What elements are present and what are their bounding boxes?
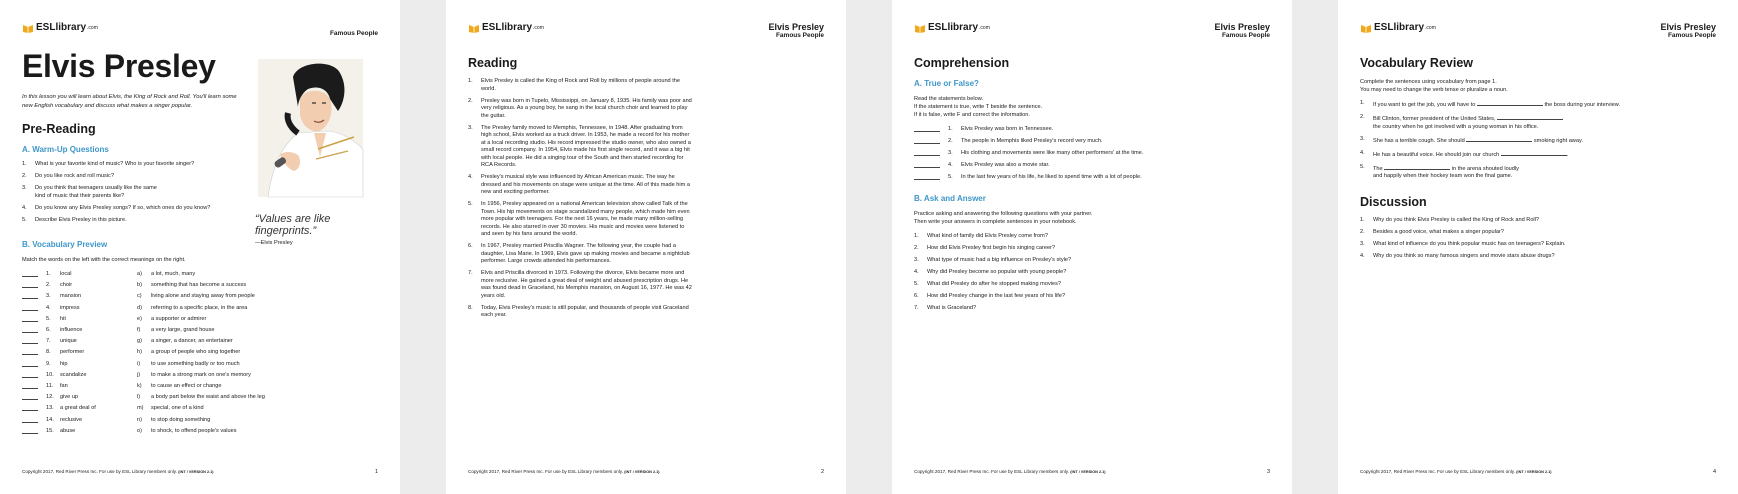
vocab-number: 11. <box>46 382 54 389</box>
list-item: 1. Elvis Presley was born in Tennessee. <box>914 126 1270 134</box>
vocab-instructions: Match the words on the left with the correct meanings on the right. <box>22 257 186 263</box>
book-icon <box>1360 23 1372 33</box>
quote-author: —Elvis Presley <box>255 240 293 246</box>
vocab-definition: something that has become a success <box>151 282 247 289</box>
page-3 <box>892 0 1292 494</box>
list-item: 2. How did Elvis Presley first begin his singing career? <box>914 244 1056 251</box>
vocab-word: hit <box>60 315 66 322</box>
discussion-list <box>1360 217 1716 261</box>
vocab-definition: a lot, much, many <box>151 271 196 278</box>
page-header <box>914 20 1270 42</box>
table-row <box>22 337 265 348</box>
warmup-list <box>22 161 242 224</box>
list-item: 2. Presley was born in Tupelo, Mississippi, on January 8, 1935. His family was poor and very religious. As a young boy, he sang in the local church choir and learned to play the guitar. <box>468 97 692 119</box>
vocab-definition: to make a strong mark on one's memory <box>151 371 251 378</box>
vocab-letter: d) <box>137 304 142 311</box>
vocab-word: reclusive <box>60 416 83 423</box>
list-item: 6. How did Presley change in the last few years of his life? <box>914 292 1066 299</box>
header-title: Elvis Presley <box>1660 22 1716 32</box>
answer-cell <box>22 404 46 415</box>
list-item: 1. What is your favorite kind of music? Who is your favorite singer? <box>22 161 195 167</box>
quote-text: “Values are like fingerprints.” <box>255 213 331 237</box>
answer-blank[interactable] <box>22 293 38 299</box>
elvis-portrait-image <box>258 59 363 197</box>
list-item: 5. In the last few years of his life, he liked to spend time with a lot of people. <box>914 174 1270 182</box>
vocab-number: 9. <box>46 360 51 367</box>
page-title: Elvis Presley <box>22 48 216 84</box>
table-row <box>22 326 265 337</box>
vocab-preview-heading: B. Vocabulary Preview <box>22 240 108 249</box>
vocab-letter: j) <box>137 371 141 378</box>
ask-answer-list <box>914 233 1270 313</box>
answer-blank[interactable] <box>22 305 38 311</box>
vocab-word: performer <box>60 349 85 356</box>
list-item: 5. The in the arena shouted loudly and happily when their hockey team won the final game. <box>1360 163 1519 179</box>
answer-cell <box>22 292 46 303</box>
list-item: 1. What kind of family did Elvis Presley come from? <box>914 232 1048 239</box>
answer-blank[interactable] <box>1501 150 1567 156</box>
answer-blank[interactable] <box>22 372 38 378</box>
answer-blank[interactable] <box>914 150 940 156</box>
book-icon <box>22 23 34 33</box>
vocab-letter: l) <box>137 394 141 401</box>
list-item: 3. Do you think that teenagers usually like the same kind of music that their parents like? <box>22 185 157 199</box>
header-title: Elvis Presley <box>768 22 824 32</box>
list-item: 7. Elvis and Priscilla divorced in 1973. Following the divorce, Elvis became more and more reclusive. He gained a great deal of weight and abused prescription drugs. He was found dead in Graceland, his Memphis mansion, on August 16, 1977. He was 42 years old. <box>468 270 692 299</box>
vocab-word: influence <box>60 327 83 334</box>
vocab-word: fan <box>60 382 68 389</box>
table-row <box>22 348 265 359</box>
page-4 <box>1338 0 1738 494</box>
vocab-word: give up <box>60 394 79 401</box>
table-row <box>22 371 265 382</box>
answer-blank[interactable] <box>22 405 38 411</box>
answer-blank[interactable] <box>22 271 38 277</box>
table-row <box>22 304 265 315</box>
list-item: 5. In 1956, Presley appeared on a national American television show called Talk of the Town. His hip movements on stage scandalized many people, which made him even more popular with teenagers. For the next 16 years, he made many million-selling records. He also starred in over 30 movies. His music and movies were listened to and seen by his fans around the world. <box>468 201 690 237</box>
answer-cell <box>22 415 46 426</box>
header-subtitle: Famous People <box>1221 32 1270 39</box>
table-row <box>22 292 265 303</box>
answer-blank[interactable] <box>914 162 940 168</box>
answer-cell <box>22 348 46 359</box>
page-number: 3 <box>1266 469 1270 475</box>
true-false-heading: A. True or False? <box>914 79 979 88</box>
discussion-heading: Discussion <box>1360 194 1427 209</box>
list-item: 8. Today, Elvis Presley's music is still popular, and thousands of people visit Graceland each year. <box>468 304 689 318</box>
vocab-definition: a supporter or admirer <box>151 315 207 322</box>
vocab-word: mansion <box>60 293 82 300</box>
list-item: 2. Bill Clinton, former president of the United States, the country when he got involved with a young woman in his office. <box>1360 114 1716 131</box>
vocab-letter: i) <box>137 360 141 367</box>
esl-library-logo: ESLlibrary .com <box>22 22 98 33</box>
vocab-letter: a) <box>137 271 142 278</box>
vocab-definition: to stop doing something <box>151 416 211 423</box>
vocab-review-list <box>1360 100 1716 181</box>
list-item: 4. He has a beautiful voice. He should join our church . <box>1360 149 1569 158</box>
answer-cell <box>22 270 46 281</box>
answer-blank[interactable] <box>22 282 38 288</box>
esl-library-logo: ESLlibrary .com <box>914 22 990 33</box>
vocab-letter: e) <box>137 315 142 322</box>
vocab-word: abuse <box>60 427 76 434</box>
header-subtitle: Famous People <box>1667 32 1716 39</box>
list-item: 2. Besides a good voice, what makes a singer popular? <box>1360 228 1504 235</box>
page-footer: Copyright 2017, Red River Press Inc. For use by ESL Library members only. (INT / VERSION 2.1) 1 <box>22 469 378 475</box>
reading-heading: Reading <box>468 56 518 70</box>
tf-instructions: Read the statements below. If the statement is true, write T beside the sentence. If it is false, write F and correct the information. <box>914 96 1043 118</box>
answer-cell <box>22 427 46 438</box>
vocab-definition: living alone and staying away from people <box>151 293 255 300</box>
vocab-review-heading: Vocabulary Review <box>1360 56 1474 70</box>
list-item: 2. Do you like rock and roll music? <box>22 173 114 179</box>
answer-blank[interactable] <box>914 174 940 180</box>
vocab-letter: h) <box>137 349 142 356</box>
page-number: 4 <box>1712 469 1716 475</box>
list-item: 2. The people in Memphis liked Presley's record very much. <box>914 138 1270 146</box>
vocab-definition: a singer, a dancer, an entertainer <box>151 338 233 345</box>
header-subtitle: Famous People <box>775 32 824 39</box>
table-row <box>22 315 265 326</box>
answer-blank[interactable] <box>22 316 38 322</box>
vocab-definition: special, one of a kind <box>151 405 204 412</box>
answer-cell <box>22 393 46 404</box>
vocab-definition: referring to a specific place, in the area <box>151 304 248 311</box>
vocab-number: 2. <box>46 282 51 289</box>
vocab-word: choir <box>60 282 73 289</box>
vocab-number: 15. <box>46 427 54 434</box>
table-row <box>22 270 265 281</box>
answer-cell <box>22 382 46 393</box>
vocab-definition: a very large, grand house <box>151 327 215 334</box>
list-item: 4. Why do you think so many famous singers and movie stars abuse drugs? <box>1360 252 1555 259</box>
book-icon <box>914 23 926 33</box>
vocab-word: hip <box>60 360 68 367</box>
comprehension-heading: Comprehension <box>914 56 1010 70</box>
vocab-definition: a group of people who sing together <box>151 349 241 356</box>
answer-blank[interactable] <box>22 327 38 333</box>
vocab-definition: to cause an effect or change <box>151 382 222 389</box>
table-row <box>22 360 265 371</box>
vocab-number: 8. <box>46 349 51 356</box>
list-item: 4. Elvis Presley was also a movie star. <box>914 162 1270 170</box>
vocab-letter: f) <box>137 327 141 334</box>
answer-cell <box>22 371 46 382</box>
vocab-number: 3. <box>46 293 51 300</box>
answer-blank[interactable] <box>1497 114 1563 120</box>
table-row <box>22 427 265 438</box>
list-item: 4. Do you know any Elvis Presley songs? If so, which ones do you know? <box>22 204 211 211</box>
esl-library-logo: ESLlibrary .com <box>1360 22 1436 33</box>
answer-cell <box>22 337 46 348</box>
list-item: 5. What did Presley do after he stopped making movies? <box>914 280 1062 287</box>
vocab-definition: a body part below the waist and above the leg <box>151 394 265 401</box>
vocab-letter: c) <box>137 293 142 300</box>
list-item: 3. His clothing and movements were like many other performers' at the time. <box>914 150 1270 158</box>
answer-blank[interactable] <box>1466 136 1532 142</box>
page-2 <box>446 0 846 494</box>
header-label: Famous People <box>329 30 378 37</box>
vocab-number: 1. <box>46 271 51 278</box>
answer-blank[interactable] <box>1384 164 1450 170</box>
table-row <box>22 415 265 426</box>
vocab-number: 5. <box>46 315 51 322</box>
list-item: 3. What type of music had a big influence on Presley's style? <box>914 256 1072 263</box>
list-item: 1. Elvis Presley is called the King of Rock and Roll by millions of people around the world. <box>468 78 680 92</box>
answer-blank[interactable] <box>22 349 38 355</box>
answer-blank[interactable] <box>22 338 38 344</box>
list-item: 1. Why do you think Elvis Presley is called the King of Rock and Roll? <box>1360 216 1540 223</box>
list-item: 4. Why did Presley become so popular with young people? <box>914 268 1067 275</box>
vocab-definition: to shock, to offend people's values <box>151 427 237 434</box>
answer-blank[interactable] <box>22 383 38 389</box>
vocab-word: a great deal of <box>60 405 96 412</box>
vocab-number: 4. <box>46 304 51 311</box>
answer-blank[interactable] <box>22 428 38 434</box>
vocab-word: unique <box>60 338 77 345</box>
table-row <box>22 393 265 404</box>
page-1 <box>0 0 400 494</box>
page-footer: Copyright 2017, Red River Press Inc. For use by ESL Library members only. (INT / VERSION 2.1) 3 <box>914 469 1270 475</box>
ask-answer-heading: B. Ask and Answer <box>914 193 986 203</box>
page-footer: Copyright 2017, Red River Press Inc. For use by ESL Library members only. (INT / VERSION 2.1) 2 <box>468 469 824 475</box>
intro-text: In this lesson you will learn about Elvis, the King of Rock and Roll. You'll learn some new English vocabulary and discuss what makes a singer popular. <box>22 94 237 109</box>
pre-reading-heading: Pre-Reading <box>22 122 96 136</box>
vocab-number: 12. <box>46 394 54 401</box>
vocab-word: local <box>60 271 72 278</box>
table-row <box>22 404 265 415</box>
page-number: 2 <box>820 469 824 475</box>
answer-blank[interactable] <box>22 417 38 423</box>
page-header <box>22 20 378 42</box>
answer-cell <box>22 281 46 292</box>
vocab-number: 6. <box>46 327 51 334</box>
review-instructions: Complete the sentences using vocabulary from page 1. You may need to change the verb tense or pluralize a noun. <box>1360 79 1508 93</box>
answer-blank[interactable] <box>22 394 38 400</box>
reading-list <box>468 78 693 320</box>
esl-library-logo: ESLlibrary .com <box>468 22 544 33</box>
page-footer: Copyright 2017, Red River Press Inc. For use by ESL Library members only. (INT / VERSION 2.1) 4 <box>1360 469 1716 475</box>
answer-blank[interactable] <box>1477 100 1543 106</box>
vocab-number: 7. <box>46 338 51 345</box>
table-row <box>22 382 265 393</box>
list-item: 3. What kind of influence do you think popular music has on teenagers? Explain. <box>1360 240 1566 247</box>
true-false-list <box>914 126 1270 182</box>
answer-cell <box>22 315 46 326</box>
list-item: 5. Describe Elvis Presley in this picture. <box>22 216 127 223</box>
page-header <box>468 20 824 42</box>
list-item: 1. If you want to get the job, you will have to the boss during your interview. <box>1360 100 1620 108</box>
list-item: 4. Presley's musical style was influenced by African American music. The way he dressed and his movements on stage were unique at the time. All of this made him a new and exciting performer. <box>468 174 690 195</box>
header-title: Elvis Presley <box>1214 22 1270 32</box>
answer-blank[interactable] <box>22 361 38 367</box>
page-number: 1 <box>374 469 378 475</box>
ask-instructions: Practice asking and answering the following questions with your partner. Then write your answers in complete sentences in your notebook. <box>914 210 1093 225</box>
page-header <box>1360 20 1716 42</box>
list-item: 3. She has a terrible cough. She should smoking right away. <box>1360 135 1583 144</box>
list-item: 7. What is Graceland? <box>914 304 977 311</box>
vocab-number: 10. <box>46 371 54 378</box>
answer-blank[interactable] <box>914 138 940 144</box>
vocab-word: scandalize <box>60 371 87 378</box>
list-item: 6. In 1967, Presley married Priscilla Wagner. The following year, the couple had a daughter, Lisa Marie. In 1969, Elvis gave up making movies and became a nightclub performer. Large crowds attended his performances. <box>468 243 690 264</box>
answer-cell <box>22 326 46 337</box>
vocab-letter: g) <box>137 338 142 345</box>
vocab-letter: n) <box>137 416 142 423</box>
table-row <box>22 281 265 292</box>
answer-cell <box>22 360 46 371</box>
answer-cell <box>22 304 46 315</box>
vocab-number: 13. <box>46 405 54 412</box>
list-item: 3. The Presley family moved to Memphis, Tennessee, in 1948. After graduating from high school, Elvis worked as a truck driver. In 1953, he made a record for his mother at a local recording studio. His record impressed the studio owner, who also owned a small record company. In 1954, Elvis made his first single record, and it was a big hit with local people. He did a singing tour of the South and then started recording for RCA Records. <box>468 124 691 168</box>
vocab-letter: o) <box>137 427 142 434</box>
vocab-letter: b) <box>137 282 142 289</box>
answer-blank[interactable] <box>914 126 940 132</box>
vocab-definition: to use something badly or too much <box>151 360 240 367</box>
warmup-heading: A. Warm-Up Questions <box>22 145 109 154</box>
vocab-table <box>22 270 265 438</box>
vocab-number: 14. <box>46 416 54 423</box>
vocab-word: impress <box>60 304 80 311</box>
book-icon <box>468 23 480 33</box>
vocab-letter: k) <box>137 382 142 389</box>
vocab-letter: m) <box>137 405 144 412</box>
quote-block <box>255 213 375 246</box>
